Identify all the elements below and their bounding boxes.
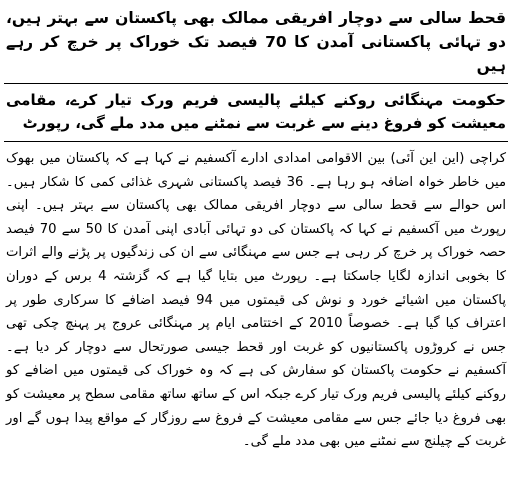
article-body: کراچی (این این آئی) بین الاقوامی امدادی ادارے آکسفیم نے کہا ہے کہ پاکستان میں بھوک میں خاطر خواہ اضافہ ہو رہا ہے۔ 36 فیصد پاکستانی شہری غذائی کمی کا شکار ہیں۔ اس حوالے سے قحط سالی سے دوچار افریقی ممالک بھی پاکستان سے بہتر ہیں۔ اپنی رپورٹ میں آکسفیم نے کہا کہ پاکستان کی دو تہائی آبادی اپنی آمدن کا 50 سے 70 فیصد حصہ خوراک پر خرچ کر رہی ہے جس سے مہنگائی سے ان کی زندگیوں پر پڑنے والے اثرات کا بخوبی اندازہ لگایا جاسکتا ہے۔ رپورٹ میں بتایا گیا ہے کہ گزشتہ 4 برس کے دوران پاکستان میں اشیائے خورد و نوش کی قیمتوں میں 94 فیصد اضافے کا سرکاری طور پر اعتراف کیا گیا ہے۔ خصوصاً 2010 کے اختتامی ایام پر مہنگائی عروج پر پہنچ چکی تھی جس نے کروڑوں پاکستانیوں کو غربت اور قحط جیسی صورتحال سے دوچار کر دیا ہے۔ آکسفیم نے حکومت پاکستان کو سفارش کی ہے کہ وہ خوراک کی قیمتوں میں اضافے کو روکنے کیلئے پالیسی فریم ورک تیار کرے جبکہ اس کے ساتھ ساتھ مقامی سطح پر معیشت کو بھی فروغ دیا جائے جس سے مقامی معیشت کے فروغ سے روزگار کے مواقع پیدا ہوں گے اور غربت کے چیلنج سے نمٹنے میں بھی مدد ملے گی۔: [6, 151, 507, 450]
article-headline: قحط سالی سے دوچار افریقی ممالک بھی پاکستان سے بہتر ہیں، دو تہائی پاکستانی آمدن کا 70 فیصد تک خوراک پر خرچ کر رہے ہیں: [6, 9, 506, 75]
divider-bottom: [4, 141, 508, 142]
article-subheadline: حکومت مہنگائی روکنے کیلئے پالیسی فریم ورک تیار کرے، مقامی معیشت کو فروغ دینے سے غربت سے نمٹنے میں مدد ملے گی، رپورٹ: [6, 91, 506, 132]
divider-top: [4, 83, 508, 84]
